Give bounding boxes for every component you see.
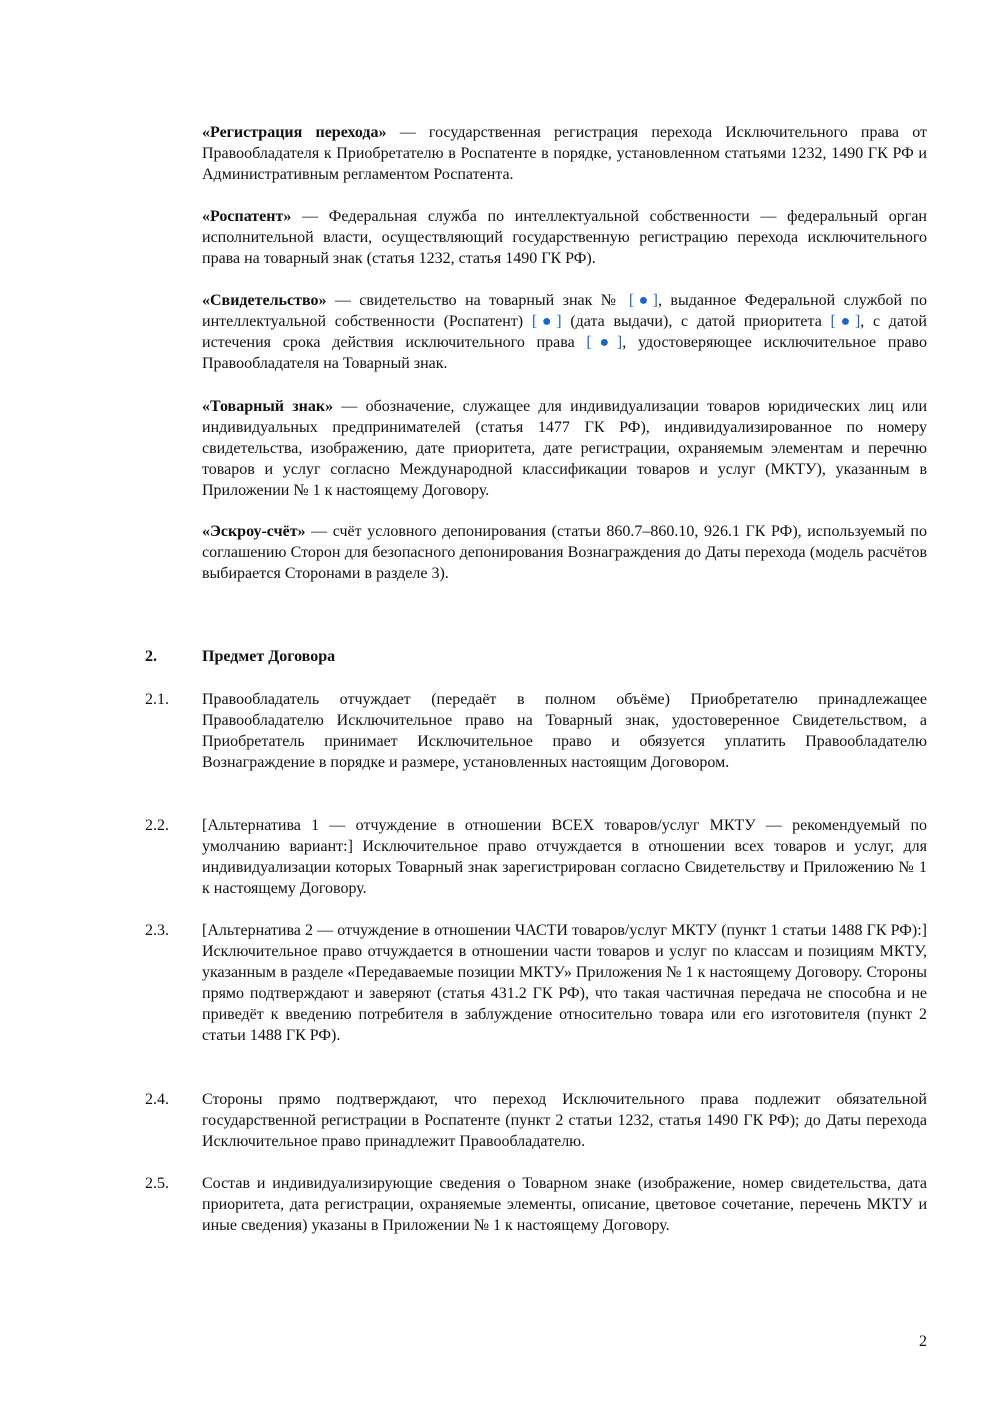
- definition-term: «Роспатент»: [202, 208, 292, 225]
- definition-term: «Эскроу-счёт»: [202, 523, 306, 540]
- placeholder-marker: [●]: [830, 313, 861, 330]
- definition-text: — государственная регистрация перехода Исключительного права от Правообладателя к Приобретателю в Роспатенте в порядке, установленном статьями 1232, 1490 ГК РФ и Административным регламентом Роспатента.: [202, 124, 927, 183]
- clause-number: 2.2.: [145, 817, 169, 834]
- definition-text: , выданное Федеральной службой по интеллектуальной собственности (Роспатент): [202, 292, 927, 330]
- clause-text: Состав и индивидуализирующие сведения о Товарном знаке (изображение, номер свидетельства, дата приоритета, дата регистрации, охраняемые элементы, описание, цветовое сочетание, перечень МКТУ и иные сведения) указаны в Приложении № 1 к настоящему Договору.: [202, 1175, 927, 1234]
- definition-text: , удостоверяющее исключительное право Правообладателя на Товарный знак.: [202, 334, 928, 372]
- clause-text: Стороны прямо подтверждают, что переход Исключительного права подлежит обязательной государственной регистрации в Роспатенте (пункт 2 статьи 1232, статья 1490 ГК РФ); до Даты перехода Исключительное право принадлежит Правообладателю.: [202, 1091, 927, 1150]
- section-number: 2.: [145, 648, 157, 665]
- definition-certificate: [202, 290, 927, 374]
- clause-number: 2.1.: [145, 691, 169, 708]
- section-title: Предмет Договора: [202, 648, 336, 665]
- definition-term: «Свидетельство»: [202, 292, 327, 309]
- definition-escrow: [202, 521, 927, 584]
- placeholder-marker: [●]: [628, 292, 659, 309]
- definition-text: — обозначение, служащее для индивидуализации товаров юридических лиц или индивидуальных предпринимателей (статья 1477 ГК РФ), индивидуализированное по номеру свидетельства, изображению, дате приоритета, дате регистрации, охраняемым элементам и перечню товаров и услуг согласно Международной классификации товаров и услуг (МКТУ), указанным в Приложении № 1 к настоящему Договору.: [202, 398, 928, 499]
- definition-text: , с датой истечения срока действия исключительного права: [202, 313, 927, 351]
- placeholder-marker: [●]: [531, 313, 562, 330]
- page-number: 2: [919, 1333, 927, 1350]
- definition-registration: [202, 122, 927, 185]
- clause-number: 2.4.: [145, 1091, 169, 1108]
- definition-term: «Товарный знак»: [202, 398, 334, 415]
- definition-rospatent: [202, 206, 927, 269]
- definition-text: — свидетельство на товарный знак №: [326, 292, 629, 309]
- definition-text: (дата выдачи), с датой приоритета: [561, 313, 831, 330]
- definition-term: «Регистрация перехода»: [202, 124, 387, 141]
- clause-text: Правообладатель отчуждает (передаёт в полном объёме) Приобретателю принадлежащее Правообладателю Исключительное право на Товарный знак, удостоверенное Свидетельством, а Приобретатель принимает Исключительное право и обязуется уплатить Правообладателю Вознаграждение в порядке и размере, установленных настоящим Договором.: [202, 691, 927, 771]
- clause-text: [Альтернатива 2 — отчуждение в отношении ЧАСТИ товаров/услуг МКТУ (пункт 1 статьи 1488 ГК РФ):] Исключительное право отчуждается в отношении части товаров и услуг по классам и позициям МКТУ, указанным в разделе «Передаваемые позиции МКТУ» Приложения № 1 к настоящему Договору. Стороны прямо подтверждают и заверяют (статья 431.2 ГК РФ), что такая частичная передача не способна и не приведёт к введению потребителя в заблуждение относительно товара или его изготовителя (пункт 2 статьи 1488 ГК РФ).: [202, 922, 927, 1044]
- definition-trademark: [202, 396, 927, 501]
- definition-text: — Федеральная служба по интеллектуальной собственности — федеральный орган исполнительной власти, осуществляющий государственную регистрацию перехода исключительного права на товарный знак (статья 1232, статья 1490 ГК РФ).: [202, 208, 927, 267]
- clause-number: 2.3.: [145, 922, 169, 939]
- clause-text: [Альтернатива 1 — отчуждение в отношении ВСЕХ товаров/услуг МКТУ — рекомендуемый по умолчанию вариант:] Исключительное право отчуждается в отношении всех товаров и услуг, для индивидуализации которых Товарный знак зарегистрирован согласно Свидетельству и Приложению № 1 к настоящему Договору.: [202, 817, 927, 897]
- clause-number: 2.5.: [145, 1175, 169, 1192]
- definition-text: — счёт условного депонирования (статьи 860.7–860.10, 926.1 ГК РФ), используемый по соглашению Сторон для безопасного депонирования Вознаграждения до Даты перехода (модель расчётов выбирается Сторонами в разделе 3).: [202, 523, 927, 582]
- placeholder-marker: [●]: [586, 334, 623, 351]
